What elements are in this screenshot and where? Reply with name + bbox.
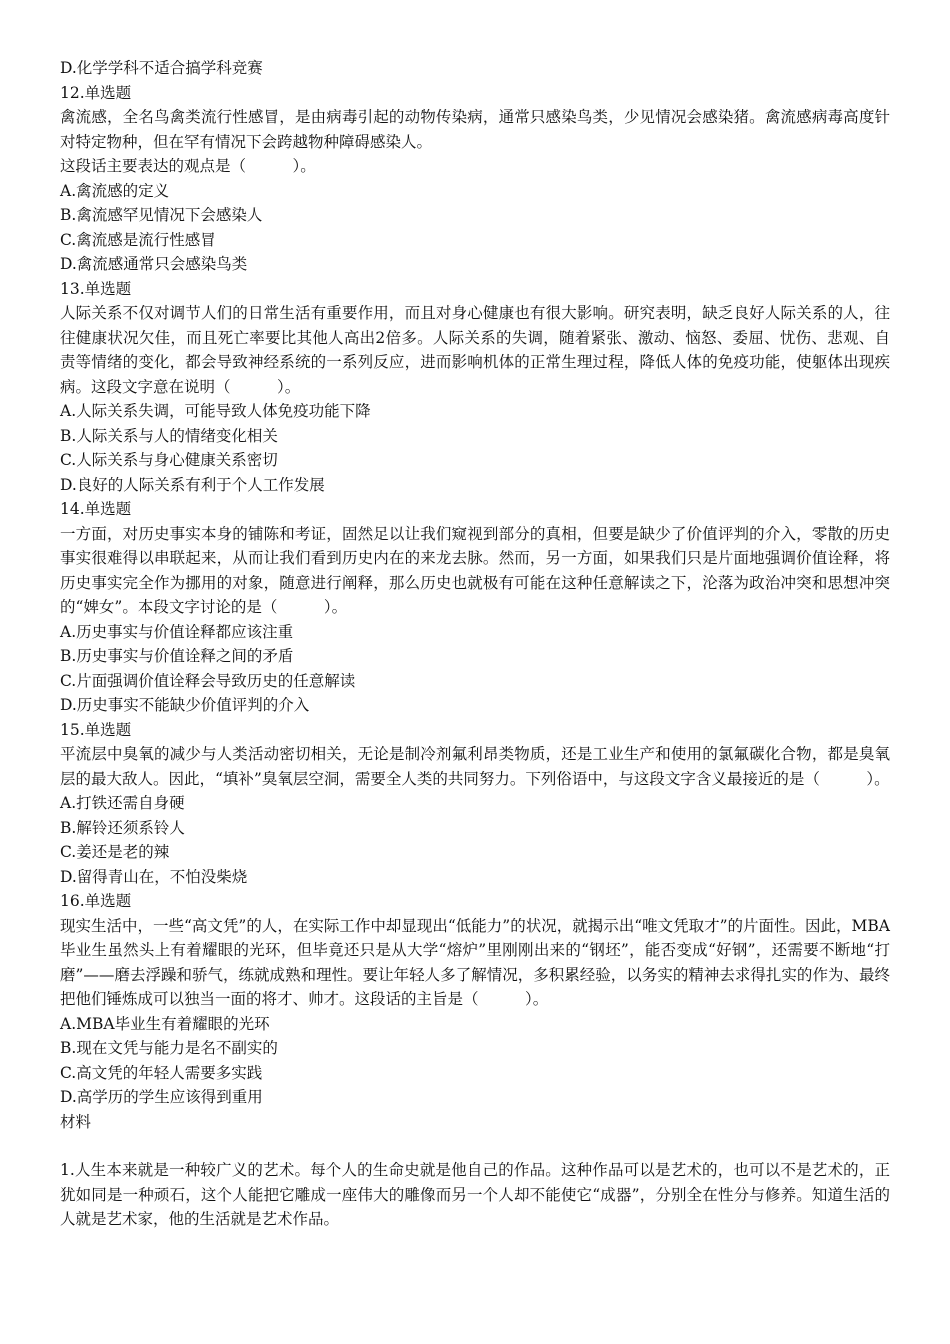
question-stem: 现实生活中，一些“高文凭”的人，在实际工作中却显现出“低能力”的状况，就揭示出“唯文凭取才”的片面性。因此，MBA毕业生虽然头上有着耀眼的光环，但毕竟还只是从大学“熔炉”里刚刚出来的“钢坯”，能否变成“好钢”，还需要不断地“打磨”——磨去浮躁和骄气，练就成熟和理性。要让年轻人多了解情况，多积累经验，以务实的精神去求得扎实的作为、最终把他们锤炼成可以独当一面的将才、帅才。这段话的主旨是（ ）。 [60, 916, 891, 1008]
option-d: D.禽流感通常只会感染鸟类 [60, 255, 248, 273]
option-d: D.历史事实不能缺少价值评判的介入 [60, 696, 310, 714]
option-b: B.解铃还须系铃人 [60, 818, 185, 837]
option-a: A.MBA毕业生有着耀眼的光环 [60, 1014, 270, 1033]
option-c: C.人际关系与身心健康关系密切 [60, 451, 278, 469]
question-16 [60, 889, 890, 1110]
document-page [60, 56, 890, 1232]
question-14 [60, 497, 890, 718]
question-stem: 人际关系不仅对调节人们的日常生活有重要作用，而且对身心健康也有很大影响。研究表明，缺乏良好人际关系的人，往往健康状况欠佳，而且死亡率要比其他人高出2倍多。人际关系的失调，随着紧张、激动、恼怒、委屈、忧伤、悲观、自责等情绪的变化，都会导致神经系统的一系列反应，进而影响机体的正常生理过程，降低人体的免疫功能，使躯体出现疾病。这段文字意在说明（ ）。 [60, 304, 890, 396]
option-b: B.现在文凭与能力是名不副实的 [60, 1039, 278, 1057]
option-a: A.打铁还需自身硬 [60, 794, 185, 812]
option-a: A.人际关系失调，可能导致人体免疫功能下降 [60, 402, 371, 420]
question-prompt: 这段话主要表达的观点是（ ）。 [60, 157, 316, 175]
option-d: D.良好的人际关系有利于个人工作发展 [60, 475, 325, 494]
question-header: 12.单选题 [60, 83, 132, 102]
question-stem: 一方面，对历史事实本身的铺陈和考证，固然足以让我们窥视到部分的真相，但要是缺少了价值评判的介入，零散的历史事实很难得以串联起来，从而让我们看到历史内在的来龙去脉。然而，另一方面，如果我们只是片面地强调价值诠释，将历史事实完全作为挪用的对象，随意进行阐释，那么历史也就极有可能在这种任意解读之下，沦落为政治冲突和思想冲突的“婢女”。本段文字讨论的是（ ）。 [60, 524, 890, 616]
q11-option-d: D.化学学科不适合搞学科竞赛 [60, 59, 263, 77]
question-13 [60, 277, 890, 498]
option-c: C.高文凭的年轻人需要多实践 [60, 1063, 263, 1082]
option-c: C.禽流感是流行性感冒 [60, 230, 216, 249]
option-a: A.历史事实与价值诠释都应该注重 [60, 622, 294, 641]
option-d: D.高学历的学生应该得到重用 [60, 1088, 263, 1106]
option-b: B.禽流感罕见情况下会感染人 [60, 206, 263, 224]
spacer [60, 1134, 890, 1158]
question-stem: 禽流感，全名鸟禽类流行性感冒，是由病毒引起的动物传染病，通常只感染鸟类，少见情况会感染猪。禽流感病毒高度针对特定物种，但在罕有情况下会跨越物种障碍感染人。 [60, 108, 890, 151]
option-b: B.历史事实与价值诠释之间的矛盾 [60, 647, 294, 665]
question-header: 14.单选题 [60, 500, 132, 518]
question-header: 15.单选题 [60, 720, 132, 739]
question-15 [60, 718, 890, 890]
question-12 [60, 81, 890, 277]
material-paragraph: 1.人生本来就是一种较广义的艺术。每个人的生命史就是他自己的作品。这种作品可以是艺术的，也可以不是艺术的，正犹如同是一种顽石，这个人能把它雕成一座伟大的雕像而另一个人却不能使它“成器”，分别全在性分与修养。知道生活的人就是艺术家，他的生活就是艺术作品。 [60, 1161, 890, 1228]
option-b: B.人际关系与人的情绪变化相关 [60, 426, 278, 445]
option-d: D.留得青山在，不怕没柴烧 [60, 867, 248, 886]
option-c: C.片面强调价值诠释会导致历史的任意解读 [60, 671, 356, 690]
option-a: A.禽流感的定义 [60, 181, 170, 200]
question-header: 13.单选题 [60, 279, 132, 298]
material-header: 材料 [60, 1112, 92, 1131]
question-stem: 平流层中臭氧的减少与人类活动密切相关，无论是制冷剂氟利昂类物质，还是工业生产和使用的氯氟碳化合物，都是臭氧层的最大敌人。因此，“填补”臭氧层空洞，需要全人类的共同努力。下列俗语中，与这段文字含义最接近的是（ ）。 [60, 745, 890, 788]
material-section [60, 1110, 890, 1232]
option-c: C.姜还是老的辣 [60, 843, 170, 861]
question-header: 16.单选题 [60, 892, 132, 910]
